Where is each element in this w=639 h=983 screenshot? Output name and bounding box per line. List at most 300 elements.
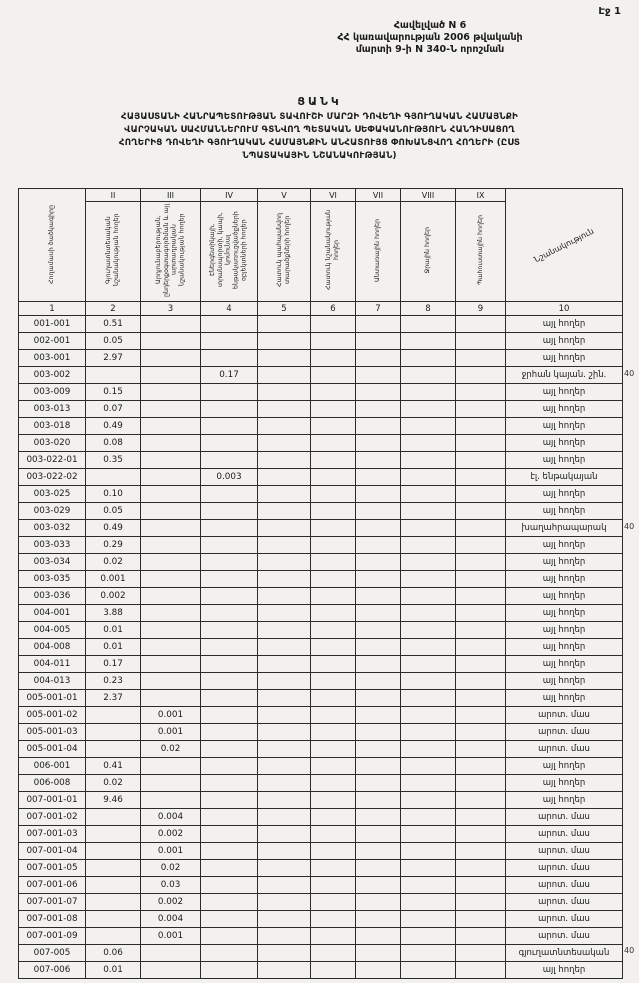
area-value-cell-col6 (311, 418, 356, 435)
area-value-cell-col4 (201, 707, 258, 724)
area-value-cell-col9 (456, 809, 506, 826)
area-value-cell-col5 (258, 962, 311, 979)
area-value-cell-col3 (141, 520, 201, 537)
area-value-cell-col7 (356, 316, 401, 333)
area-value-cell-col8 (401, 860, 456, 877)
area-value-cell-col2 (86, 469, 141, 486)
header-col4-label: Էներգետիկայի, տրանսպորտի, կապի, կոմունալ ենթակառուցվածքների օբյեկտների հողեր (209, 211, 248, 289)
area-value-cell-col2 (86, 724, 141, 741)
area-value-cell-col5 (258, 469, 311, 486)
designation-cell: այլ հողեր (506, 401, 623, 418)
area-value-cell-col5 (258, 724, 311, 741)
header-col9 (456, 202, 506, 302)
parcel-code-cell: 003-034 (19, 554, 86, 571)
area-value-cell-col2 (86, 741, 141, 758)
area-value-cell-col6 (311, 384, 356, 401)
parcel-code-cell: 003-025 (19, 486, 86, 503)
table-row (19, 843, 623, 860)
parcel-code-cell: 003-009 (19, 384, 86, 401)
area-value-cell-col3: 0.02 (141, 741, 201, 758)
area-value-cell-col5 (258, 316, 311, 333)
title-line-1: ՀԱՅԱՍՏԱՆԻ ՀԱՆՐԱՊԵՏՈՒԹՅԱՆ ՏԱՎՈՒՇԻ ՄԱՐԶԻ ԴՈՎԵՂԻ ԳՅՈՒՂԱԿԱՆ ՀԱՄԱՅՆՔԻ (121, 112, 518, 122)
area-value-cell-col3: 0.001 (141, 724, 201, 741)
area-value-cell-col5 (258, 503, 311, 520)
area-value-cell-col8 (401, 894, 456, 911)
area-value-cell-col5 (258, 520, 311, 537)
parcel-code-cell: 005-001-04 (19, 741, 86, 758)
colnum-6: 6 (311, 302, 356, 316)
designation-cell: արոտ. մաս (506, 911, 623, 928)
area-value-cell-col3: 0.004 (141, 911, 201, 928)
area-value-cell-col8 (401, 554, 456, 571)
area-value-cell-col8 (401, 741, 456, 758)
area-value-cell-col9 (456, 928, 506, 945)
area-value-cell-col2: 0.41 (86, 758, 141, 775)
title-line-2: ՎԱՐՉԱԿԱՆ ՍԱՀՄԱՆՆԵՐՈՒՄ ԳՏՆՎՈՂ ՊԵՏԱԿԱՆ ՍԵՓԱԿԱՆՈՒԹՅՈՒՆ ՀԱՆԴԻՍԱՑՈՂ (124, 125, 515, 135)
table-row (19, 316, 623, 333)
area-value-cell-col5 (258, 452, 311, 469)
area-value-cell-col7 (356, 690, 401, 707)
area-value-cell-col8 (401, 843, 456, 860)
area-value-cell-col6 (311, 877, 356, 894)
area-value-cell-col2 (86, 860, 141, 877)
area-value-cell-col6 (311, 452, 356, 469)
parcel-code-cell: 006-008 (19, 775, 86, 792)
parcel-code-cell: 007-001-08 (19, 911, 86, 928)
parcel-code-cell: 007-006 (19, 962, 86, 979)
area-value-cell-col8 (401, 333, 456, 350)
designation-cell: արոտ. մաս (506, 707, 623, 724)
area-value-cell-col9 (456, 588, 506, 605)
table-row (19, 809, 623, 826)
area-value-cell-col5 (258, 826, 311, 843)
area-value-cell-col3 (141, 588, 201, 605)
header-col2 (86, 202, 141, 302)
parcel-code-cell: 004-011 (19, 656, 86, 673)
area-value-cell-col6 (311, 469, 356, 486)
area-value-cell-col2: 0.06 (86, 945, 141, 962)
title-line-3: ՀՈՂԵՐԻՑ ԴՈՎԵՂԻ ԳՅՈՒՂԱԿԱՆ ՀԱՄԱՅՆՔԻՆ ԱՆՀԱՏՈՒՅՑ ՓՈԽԱՆՑՎՈՂ ՀՈՂԵՐԻ (ԸՍՏ (118, 138, 521, 148)
designation-cell: այլ հողեր (506, 605, 623, 622)
area-value-cell-col4 (201, 775, 258, 792)
table-row (19, 469, 623, 486)
area-value-cell-col5 (258, 758, 311, 775)
area-value-cell-col3 (141, 673, 201, 690)
table-row (19, 639, 623, 656)
area-value-cell-col4 (201, 588, 258, 605)
area-value-cell-col9 (456, 401, 506, 418)
table-row (19, 911, 623, 928)
area-value-cell-col9 (456, 435, 506, 452)
header-col6-label: Հատուկ նշանակության հողեր (325, 209, 340, 291)
margin-note-1: 40 (624, 369, 635, 378)
area-value-cell-col8 (401, 758, 456, 775)
area-value-cell-col7 (356, 469, 401, 486)
designation-cell: արոտ. մաս (506, 809, 623, 826)
area-value-cell-col2: 2.97 (86, 350, 141, 367)
area-value-cell-col9 (456, 792, 506, 809)
area-value-cell-col6 (311, 571, 356, 588)
area-value-cell-col7 (356, 588, 401, 605)
colnum-1: 1 (19, 302, 86, 316)
area-value-cell-col3: 0.001 (141, 843, 201, 860)
area-value-cell-col6 (311, 486, 356, 503)
area-value-cell-col2: 0.02 (86, 554, 141, 571)
area-value-cell-col7 (356, 724, 401, 741)
table-row (19, 673, 623, 690)
area-value-cell-col8 (401, 690, 456, 707)
area-value-cell-col3 (141, 503, 201, 520)
area-value-cell-col4 (201, 656, 258, 673)
area-value-cell-col7 (356, 792, 401, 809)
roman-iv: IV (201, 189, 258, 202)
area-value-cell-col3 (141, 775, 201, 792)
area-value-cell-col8 (401, 588, 456, 605)
area-value-cell-col9 (456, 503, 506, 520)
title-line-4: ՆՊԱՏԱԿԱՅԻՆ ՆՇԱՆԱԿՈՒԹՅԱՆ) (242, 151, 397, 161)
area-value-cell-col5 (258, 333, 311, 350)
area-value-cell-col6 (311, 588, 356, 605)
area-value-cell-col5 (258, 707, 311, 724)
area-value-cell-col2: 3.88 (86, 605, 141, 622)
table-row (19, 656, 623, 673)
area-value-cell-col7 (356, 843, 401, 860)
area-value-cell-col4 (201, 537, 258, 554)
area-value-cell-col2: 2.37 (86, 690, 141, 707)
parcel-code-cell: 007-001-06 (19, 877, 86, 894)
area-value-cell-col9 (456, 367, 506, 384)
area-value-cell-col9 (456, 469, 506, 486)
area-value-cell-col5 (258, 860, 311, 877)
area-value-cell-col4: 0.17 (201, 367, 258, 384)
area-value-cell-col4 (201, 333, 258, 350)
area-value-cell-col8 (401, 316, 456, 333)
table-row (19, 741, 623, 758)
area-value-cell-col4 (201, 792, 258, 809)
area-value-cell-col4 (201, 928, 258, 945)
parcel-code-cell: 007-001-05 (19, 860, 86, 877)
area-value-cell-col9 (456, 707, 506, 724)
area-value-cell-col5 (258, 401, 311, 418)
designation-cell: արոտ. մաս (506, 826, 623, 843)
area-value-cell-col5 (258, 656, 311, 673)
parcel-code-cell: 007-001-09 (19, 928, 86, 945)
area-value-cell-col4 (201, 945, 258, 962)
roman-viii: VIII (401, 189, 456, 202)
area-value-cell-col4 (201, 350, 258, 367)
header-col7-label: Անտառային հողեր (374, 218, 382, 282)
area-value-cell-col7 (356, 384, 401, 401)
area-value-cell-col5 (258, 588, 311, 605)
area-value-cell-col3 (141, 367, 201, 384)
area-value-cell-col9 (456, 622, 506, 639)
header-designation-label: Նշանակություն (532, 226, 596, 264)
table-row (19, 367, 623, 384)
parcel-code-cell: 001-001 (19, 316, 86, 333)
parcel-code-cell: 005-001-02 (19, 707, 86, 724)
area-value-cell-col8 (401, 401, 456, 418)
area-value-cell-col9 (456, 962, 506, 979)
area-value-cell-col8 (401, 775, 456, 792)
area-value-cell-col7 (356, 962, 401, 979)
area-value-cell-col6 (311, 690, 356, 707)
area-value-cell-col2 (86, 877, 141, 894)
area-value-cell-col2: 0.17 (86, 656, 141, 673)
area-value-cell-col7 (356, 418, 401, 435)
area-value-cell-col6 (311, 894, 356, 911)
parcel-code-cell: 003-018 (19, 418, 86, 435)
area-value-cell-col3 (141, 401, 201, 418)
area-value-cell-col3 (141, 537, 201, 554)
header-parcel-code (19, 189, 86, 302)
area-value-cell-col3: 0.004 (141, 809, 201, 826)
designation-cell: այլ հողեր (506, 775, 623, 792)
table-row (19, 333, 623, 350)
header-col3 (141, 202, 201, 302)
area-value-cell-col6 (311, 401, 356, 418)
parcel-code-cell: 003-022-01 (19, 452, 86, 469)
area-value-cell-col6 (311, 758, 356, 775)
area-value-cell-col6 (311, 809, 356, 826)
area-value-cell-col2: 0.01 (86, 639, 141, 656)
parcel-code-cell: 003-022-02 (19, 469, 86, 486)
area-value-cell-col7 (356, 401, 401, 418)
designation-cell: արոտ. մաս (506, 724, 623, 741)
area-value-cell-col3 (141, 469, 201, 486)
designation-cell: այլ հողեր (506, 503, 623, 520)
roman-v: V (258, 189, 311, 202)
header-designation (506, 189, 623, 302)
table-body (19, 316, 623, 979)
parcel-code-cell: 004-005 (19, 622, 86, 639)
designation-cell: այլ հողեր (506, 622, 623, 639)
parcel-code-cell: 003-032 (19, 520, 86, 537)
area-value-cell-col6 (311, 537, 356, 554)
area-value-cell-col3 (141, 333, 201, 350)
area-value-cell-col4 (201, 571, 258, 588)
area-value-cell-col6 (311, 554, 356, 571)
area-value-cell-col4 (201, 316, 258, 333)
colnum-5: 5 (258, 302, 311, 316)
designation-cell: այլ հողեր (506, 673, 623, 690)
parcel-code-cell: 007-001-01 (19, 792, 86, 809)
parcel-code-cell: 007-001-02 (19, 809, 86, 826)
area-value-cell-col3: 0.002 (141, 826, 201, 843)
designation-cell: արոտ. մաս (506, 894, 623, 911)
area-value-cell-col7 (356, 537, 401, 554)
area-value-cell-col9 (456, 554, 506, 571)
area-value-cell-col4 (201, 384, 258, 401)
area-value-cell-col4 (201, 724, 258, 741)
table-row (19, 758, 623, 775)
table-row (19, 384, 623, 401)
table-row (19, 826, 623, 843)
colnum-9: 9 (456, 302, 506, 316)
area-value-cell-col2: 0.07 (86, 401, 141, 418)
area-value-cell-col8 (401, 724, 456, 741)
area-value-cell-col4 (201, 401, 258, 418)
area-value-cell-col8 (401, 384, 456, 401)
table-row (19, 690, 623, 707)
table-row (19, 860, 623, 877)
area-value-cell-col2 (86, 894, 141, 911)
parcel-code-cell: 004-001 (19, 605, 86, 622)
parcel-code-cell: 003-036 (19, 588, 86, 605)
area-value-cell-col8 (401, 469, 456, 486)
area-value-cell-col7 (356, 741, 401, 758)
area-value-cell-col2: 0.29 (86, 537, 141, 554)
header-col5-label: Հատուկ պահպանվող տարածքների հողեր (276, 213, 291, 287)
document-title (20, 111, 619, 163)
area-value-cell-col5 (258, 809, 311, 826)
area-value-cell-col6 (311, 860, 356, 877)
area-value-cell-col4 (201, 911, 258, 928)
area-value-cell-col6 (311, 673, 356, 690)
area-value-cell-col7 (356, 452, 401, 469)
area-value-cell-col7 (356, 622, 401, 639)
designation-cell: էլ. ենթակայան (506, 469, 623, 486)
area-value-cell-col2: 0.51 (86, 316, 141, 333)
area-value-cell-col7 (356, 605, 401, 622)
colnum-4: 4 (201, 302, 258, 316)
area-value-cell-col9 (456, 452, 506, 469)
area-value-cell-col6 (311, 435, 356, 452)
area-value-cell-col3: 0.002 (141, 894, 201, 911)
area-value-cell-col9 (456, 333, 506, 350)
parcel-code-cell: 002-001 (19, 333, 86, 350)
parcel-code-cell: 003-013 (19, 401, 86, 418)
header-col5 (258, 202, 311, 302)
area-value-cell-col8 (401, 928, 456, 945)
table-row (19, 452, 623, 469)
designation-cell: այլ հողեր (506, 639, 623, 656)
area-value-cell-col7 (356, 503, 401, 520)
area-value-cell-col3 (141, 758, 201, 775)
table-row (19, 571, 623, 588)
table-row (19, 928, 623, 945)
area-value-cell-col4 (201, 894, 258, 911)
table-row (19, 945, 623, 962)
area-value-cell-col6 (311, 911, 356, 928)
area-value-cell-col2: 0.002 (86, 588, 141, 605)
area-value-cell-col8 (401, 537, 456, 554)
area-value-cell-col8 (401, 962, 456, 979)
header-col4 (201, 202, 258, 302)
area-value-cell-col6 (311, 962, 356, 979)
area-value-cell-col2 (86, 707, 141, 724)
designation-cell: արոտ. մաս (506, 877, 623, 894)
colnum-2: 2 (86, 302, 141, 316)
area-value-cell-col4 (201, 962, 258, 979)
appendix-line-3: մարտի 9-ի N 340-Ն որոշման (355, 44, 505, 55)
area-value-cell-col7 (356, 860, 401, 877)
designation-cell: խաղահրապարակ (506, 520, 623, 537)
roman-vi: VI (311, 189, 356, 202)
table-row (19, 486, 623, 503)
area-value-cell-col7 (356, 928, 401, 945)
area-value-cell-col9 (456, 418, 506, 435)
designation-cell: արոտ. մաս (506, 741, 623, 758)
area-value-cell-col8 (401, 826, 456, 843)
area-value-cell-col9 (456, 350, 506, 367)
area-value-cell-col4 (201, 690, 258, 707)
area-value-cell-col8 (401, 809, 456, 826)
area-value-cell-col2: 0.10 (86, 486, 141, 503)
designation-cell: այլ հողեր (506, 418, 623, 435)
area-value-cell-col6 (311, 928, 356, 945)
area-value-cell-col9 (456, 826, 506, 843)
area-value-cell-col5 (258, 435, 311, 452)
area-value-cell-col7 (356, 639, 401, 656)
area-value-cell-col4 (201, 418, 258, 435)
margin-note-2: 40 (624, 522, 635, 531)
appendix-line-2: ՀՀ կառավարության 2006 թվականի (337, 32, 523, 43)
area-value-cell-col8 (401, 639, 456, 656)
area-value-cell-col3 (141, 622, 201, 639)
area-value-cell-col7 (356, 945, 401, 962)
designation-cell: այլ հողեր (506, 452, 623, 469)
parcel-code-cell: 007-001-03 (19, 826, 86, 843)
table-row (19, 588, 623, 605)
area-value-cell-col3 (141, 350, 201, 367)
area-value-cell-col6 (311, 775, 356, 792)
area-value-cell-col5 (258, 792, 311, 809)
area-value-cell-col2: 0.001 (86, 571, 141, 588)
area-value-cell-col3: 0.001 (141, 707, 201, 724)
area-value-cell-col6 (311, 605, 356, 622)
area-value-cell-col7 (356, 520, 401, 537)
area-value-cell-col2 (86, 809, 141, 826)
appendix-header (250, 20, 610, 56)
area-value-cell-col6 (311, 639, 356, 656)
area-value-cell-col3 (141, 690, 201, 707)
area-value-cell-col9 (456, 877, 506, 894)
area-value-cell-col2: 0.01 (86, 622, 141, 639)
area-value-cell-col5 (258, 690, 311, 707)
area-value-cell-col2: 0.05 (86, 503, 141, 520)
area-value-cell-col5 (258, 384, 311, 401)
area-value-cell-col7 (356, 367, 401, 384)
area-value-cell-col5 (258, 911, 311, 928)
land-parcels-table (18, 188, 623, 979)
area-value-cell-col5 (258, 367, 311, 384)
area-value-cell-col9 (456, 520, 506, 537)
area-value-cell-col9 (456, 384, 506, 401)
area-value-cell-col9 (456, 758, 506, 775)
area-value-cell-col3 (141, 316, 201, 333)
area-value-cell-col9 (456, 537, 506, 554)
table-row (19, 724, 623, 741)
designation-cell: այլ հողեր (506, 350, 623, 367)
designation-cell: այլ հողեր (506, 384, 623, 401)
area-value-cell-col7 (356, 775, 401, 792)
table-row (19, 418, 623, 435)
area-value-cell-col4 (201, 435, 258, 452)
header-col8-label: Ջրային հողեր (424, 226, 432, 274)
area-value-cell-col7 (356, 673, 401, 690)
area-value-cell-col8 (401, 520, 456, 537)
area-value-cell-col8 (401, 435, 456, 452)
area-value-cell-col5 (258, 928, 311, 945)
area-value-cell-col5 (258, 639, 311, 656)
area-value-cell-col9 (456, 860, 506, 877)
area-value-cell-col3 (141, 656, 201, 673)
designation-cell: գյուղատնտեսական (506, 945, 623, 962)
colnum-7: 7 (356, 302, 401, 316)
designation-cell: արոտ. մաս (506, 860, 623, 877)
area-value-cell-col8 (401, 877, 456, 894)
designation-cell: այլ հողեր (506, 690, 623, 707)
